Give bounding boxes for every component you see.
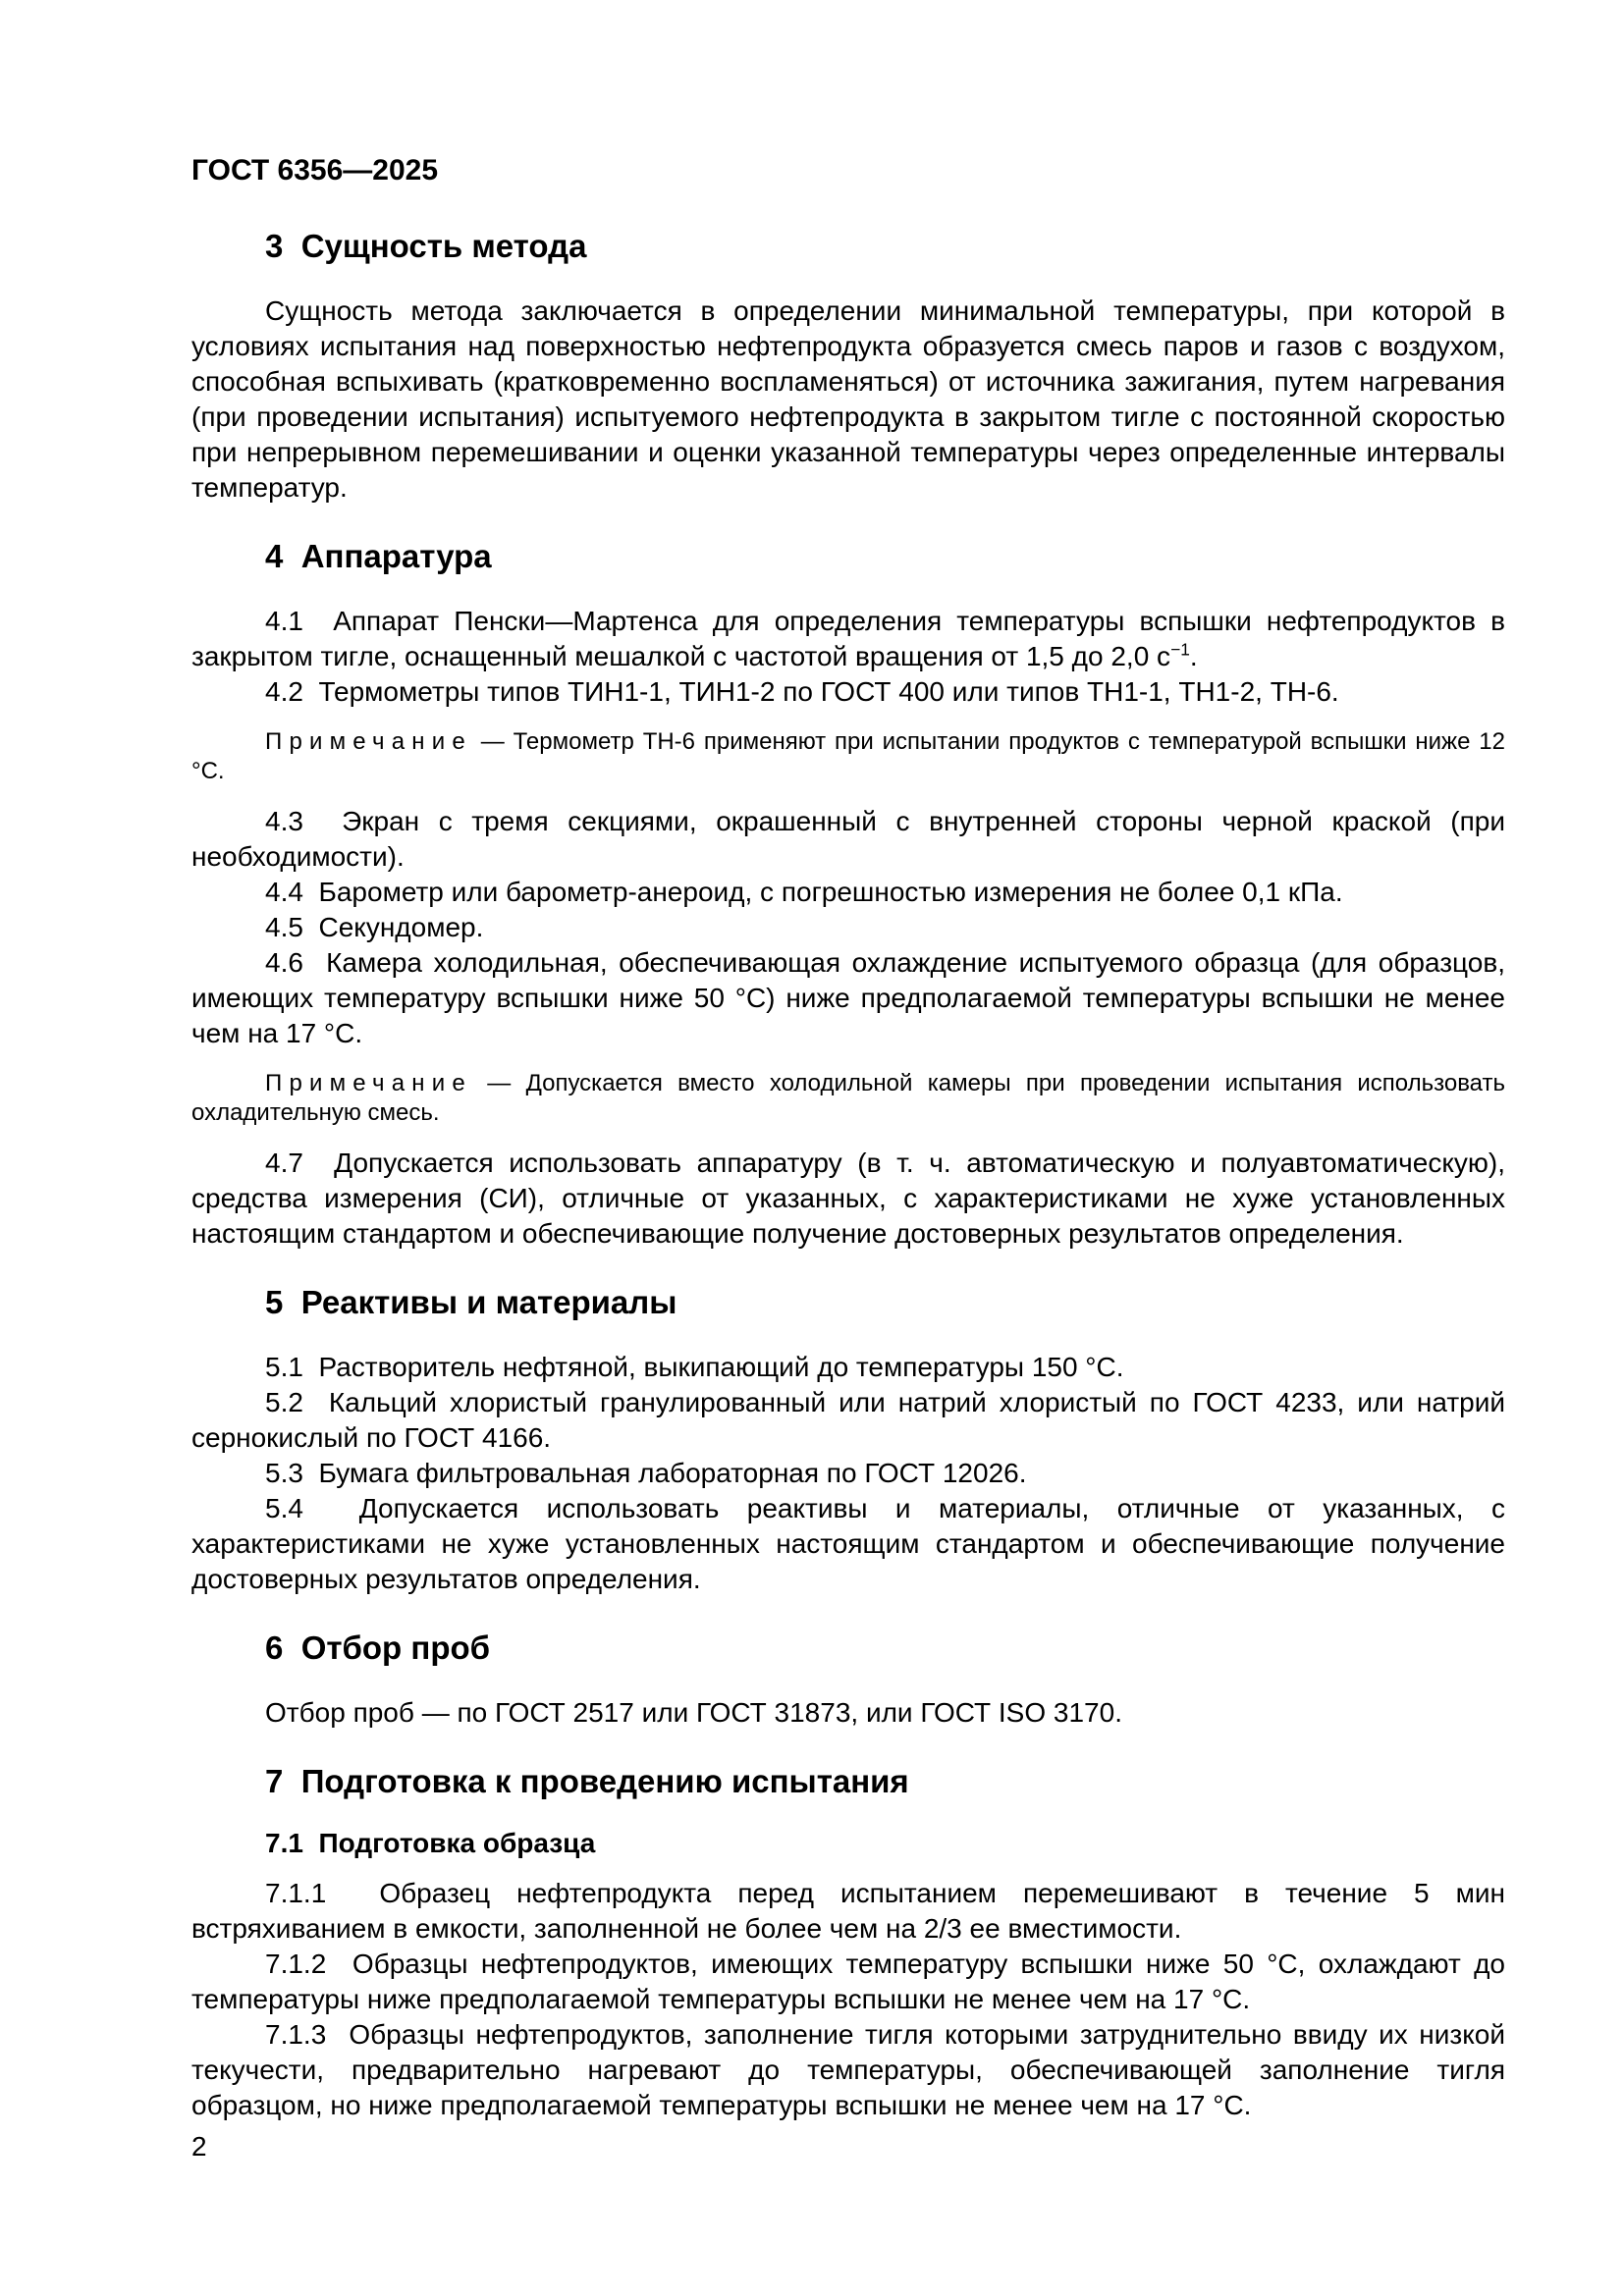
clause-5-3: 5.3 Бумага фильтровальная лабораторная по ГОСТ 12026. (265, 1458, 1027, 1488)
superscript-minus-one: −1 (1170, 639, 1190, 660)
clause-4-3: 4.3 Экран с тремя секциями, окрашенный с внутренней стороны черной краской (при необходимости). (191, 806, 1505, 872)
section-6-paragraph: Отбор проб — по ГОСТ 2517 или ГОСТ 31873, или ГОСТ ISO 3170. (265, 1697, 1122, 1728)
doc-header: ГОСТ 6356—2025 (191, 154, 439, 187)
section-7-heading: 7 Подготовка к проведению испытания (265, 1763, 909, 1799)
clause-4-6: 4.6 Камера холодильная, обеспечивающая охлаждение испытуемого образца (для образцов, имеющих температуру вспышки ниже 50 °С) ниже предполагаемой температуры вспышки не менее чем на 17 °С. (191, 947, 1505, 1048)
clause-7-1-1: 7.1.1 Образец нефтепродукта перед испытанием перемешивают в течение 5 мин встряхиванием в емкости, заполненной не более чем на 2/3 ее вместимости. (191, 1878, 1505, 1944)
page-number: 2 (191, 2131, 207, 2162)
section-6-heading: 6 Отбор проб (265, 1629, 491, 1666)
clause-5-4: 5.4 Допускается использовать реактивы и материалы, отличные от указанных, с характеристиками не хуже установленных настоящим стандартом и обеспечивающие получение достоверных результатов определения. (191, 1493, 1505, 1594)
clause-5-2: 5.2 Кальций хлористый гранулированный или натрий хлористый по ГОСТ 4233, или натрий сернокислый по ГОСТ 4166. (191, 1387, 1505, 1453)
subsection-7-1-heading: 7.1 Подготовка образца (265, 1828, 596, 1858)
note-text: — Допускается вместо холодильной камеры при проведении испытания использовать охладительную смесь. (191, 1070, 1505, 1126)
clause-7-1-3: 7.1.3 Образцы нефтепродуктов, заполнение тигля которыми затруднительно ввиду их низкой текучести, предварительно нагревают до температуры, обеспечивающей заполнение тигля образцом, но ниже предполагаемой температуры вспышки не менее чем на 17 °С. (191, 2019, 1505, 2120)
section-5-heading: 5 Реактивы и материалы (265, 1284, 677, 1320)
section-3-heading: 3 Сущность метода (265, 228, 587, 264)
note-label: Примечание (265, 1070, 472, 1096)
note-text: — Термометр ТН-6 применяют при испытании продуктов с температурой вспышки ниже 12 °С. (191, 728, 1505, 784)
clause-4-4: 4.4 Барометр или барометр-анероид, с погрешностью измерения не более 0,1 кПа. (265, 877, 1343, 907)
clause-4-1 (191, 604, 1505, 674)
note-label: Примечание (265, 728, 472, 755)
section-4-heading: 4 Аппаратура (265, 538, 492, 574)
section-3-paragraph: Сущность метода заключается в определении минимальной температуры, при которой в условиях испытания над поверхностью нефтепродукта образуется смесь паров и газов с воздухом, способная вспыхивать (кратковременно воспламеняться) от источника зажигания, путем нагревания (при проведении испытания) испытуемого нефтепродукта в закрытом тигле с постоянной скоростью при непрерывном перемешивании и оценки указанной температуры через определенные интервалы температур. (191, 295, 1505, 503)
clause-5-1: 5.1 Растворитель нефтяной, выкипающий до температуры 150 °С. (265, 1352, 1124, 1382)
clause-4-1-period: . (1189, 641, 1198, 671)
clause-4-5: 4.5 Секундомер. (265, 912, 484, 942)
clause-7-1-2: 7.1.2 Образцы нефтепродуктов, имеющих температуру вспышки ниже 50 °С, охлаждают до температуры ниже предполагаемой температуры вспышки не менее чем на 17 °С. (191, 1949, 1505, 2014)
note-cooling-mixture (191, 1069, 1505, 1128)
clause-4-2: 4.2 Термометры типов ТИН1-1, ТИН1-2 по ГОСТ 400 или типов ТН1-1, ТН1-2, ТН-6. (265, 676, 1339, 707)
note-thermometer (191, 727, 1505, 786)
clause-4-7: 4.7 Допускается использовать аппаратуру (в т. ч. автоматическую и полуавтоматическую), средства измерения (СИ), отличные от указанных, с характеристиками не хуже установленных настоящим стандартом и обеспечивающие получение достоверных результатов определения. (191, 1148, 1505, 1249)
clause-4-1-text: 4.1 Аппарат Пенски—Мартенса для определения температуры вспышки нефтепродуктов в закрытом тигле, оснащенный мешалкой с частотой вращения от 1,5 до 2,0 с (191, 606, 1505, 671)
